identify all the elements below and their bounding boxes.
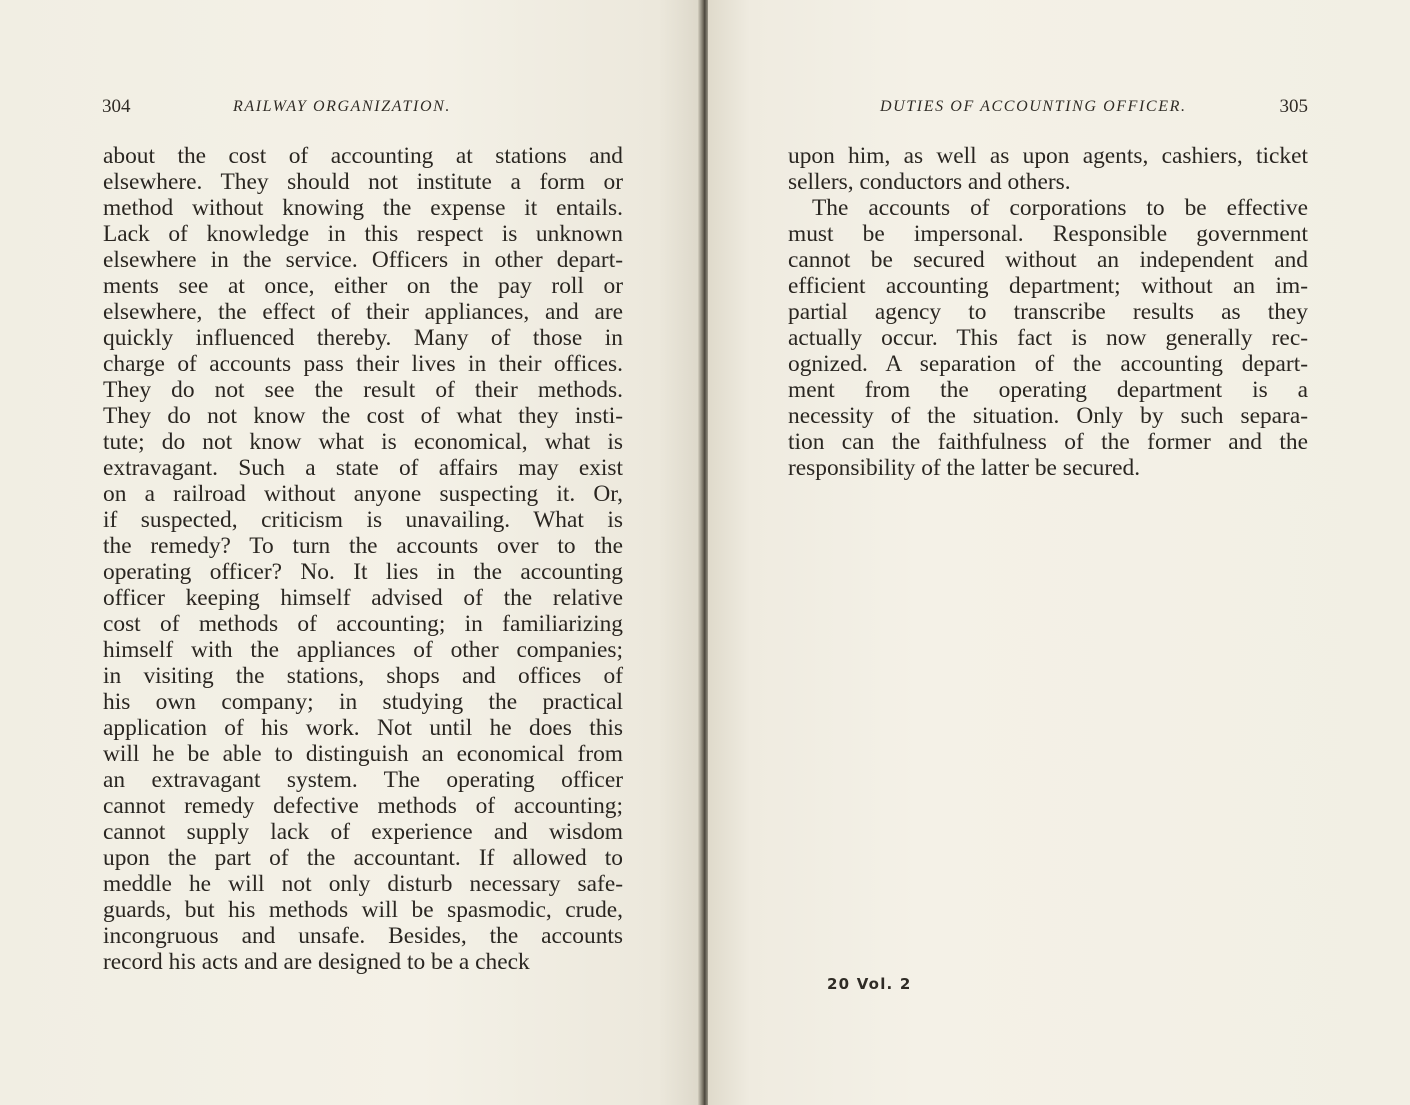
text-line: will he be able to distinguish an economical from — [103, 741, 623, 767]
text-line: an extravagant system. The operating officer — [103, 767, 623, 793]
left-folio: 304 — [102, 96, 131, 117]
text-line: incongruous and unsafe. Besides, the accounts — [103, 923, 623, 949]
text-line: necessity of the situation. Only by such separa- — [788, 403, 1308, 429]
text-line: partial agency to transcribe results as they — [788, 299, 1308, 325]
right-body-text — [788, 143, 1308, 481]
text-line: if suspected, criticism is unavailing. What is — [103, 507, 623, 533]
text-line: meddle he will not only disturb necessary safe- — [103, 871, 623, 897]
text-line: elsewhere in the service. Officers in other depart- — [103, 247, 623, 273]
text-line: elsewhere. They should not institute a form or — [103, 169, 623, 195]
text-line: the remedy? To turn the accounts over to the — [103, 533, 623, 559]
text-line: The accounts of corporations to be effective — [812, 195, 1308, 221]
left-page — [0, 0, 700, 1105]
text-line: upon him, as well as upon agents, cashiers, ticket — [788, 143, 1308, 169]
text-line: method without knowing the expense it entails. — [103, 195, 623, 221]
text-line: ognized. A separation of the accounting depart- — [788, 351, 1308, 377]
text-line: tion can the faithfulness of the former and the — [788, 429, 1308, 455]
text-line: his own company; in studying the practical — [103, 689, 623, 715]
text-line: responsibility of the latter be secured. — [788, 455, 1141, 481]
text-line: extravagant. Such a state of affairs may exist — [103, 455, 623, 481]
text-line: ments see at once, either on the pay roll or — [103, 273, 623, 299]
signature-mark: 20 Vol. 2 — [827, 975, 912, 993]
text-line: elsewhere, the effect of their appliances, and are — [103, 299, 623, 325]
text-line: himself with the appliances of other companies; — [103, 637, 623, 663]
text-line: sellers, conductors and others. — [788, 169, 1071, 195]
text-line: operating officer? No. It lies in the accounting — [103, 559, 623, 585]
text-line: must be impersonal. Responsible government — [788, 221, 1308, 247]
text-line: cannot remedy defective methods of accounting; — [103, 793, 623, 819]
text-line: guards, but his methods will be spasmodic, crude, — [103, 897, 623, 923]
text-line: application of his work. Not until he does this — [103, 715, 623, 741]
text-line: cannot be secured without an independent and — [788, 247, 1308, 273]
text-line: upon the part of the accountant. If allowed to — [103, 845, 623, 871]
left-running-title: RAILWAY ORGANIZATION. — [233, 98, 451, 115]
text-line: in visiting the stations, shops and offices of — [103, 663, 623, 689]
text-line: charge of accounts pass their lives in their offices. — [103, 351, 623, 377]
right-running-title: DUTIES OF ACCOUNTING OFFICER. — [880, 98, 1187, 115]
text-line: cannot supply lack of experience and wisdom — [103, 819, 623, 845]
right-folio: 305 — [1279, 96, 1308, 117]
text-line: ment from the operating department is a — [788, 377, 1308, 403]
text-line: record his acts and are designed to be a check — [103, 949, 530, 975]
text-line: quickly influenced thereby. Many of those in — [103, 325, 623, 351]
text-line: tute; do not know what is economical, what is — [103, 429, 623, 455]
right-running-head — [880, 96, 1308, 120]
text-line: Lack of knowledge in this respect is unknown — [103, 221, 623, 247]
left-running-head — [102, 96, 622, 120]
right-page — [708, 0, 1410, 1105]
text-line: on a railroad without anyone suspecting it. Or, — [103, 481, 623, 507]
left-body-text — [103, 143, 623, 975]
text-line: efficient accounting department; without an im- — [788, 273, 1308, 299]
text-line: about the cost of accounting at stations and — [103, 143, 623, 169]
text-line: actually occur. This fact is now generally rec- — [788, 325, 1308, 351]
text-line: They do not see the result of their methods. — [103, 377, 623, 403]
text-line: They do not know the cost of what they insti- — [103, 403, 623, 429]
text-line: officer keeping himself advised of the relative — [103, 585, 623, 611]
text-line: cost of methods of accounting; in familiarizing — [103, 611, 623, 637]
